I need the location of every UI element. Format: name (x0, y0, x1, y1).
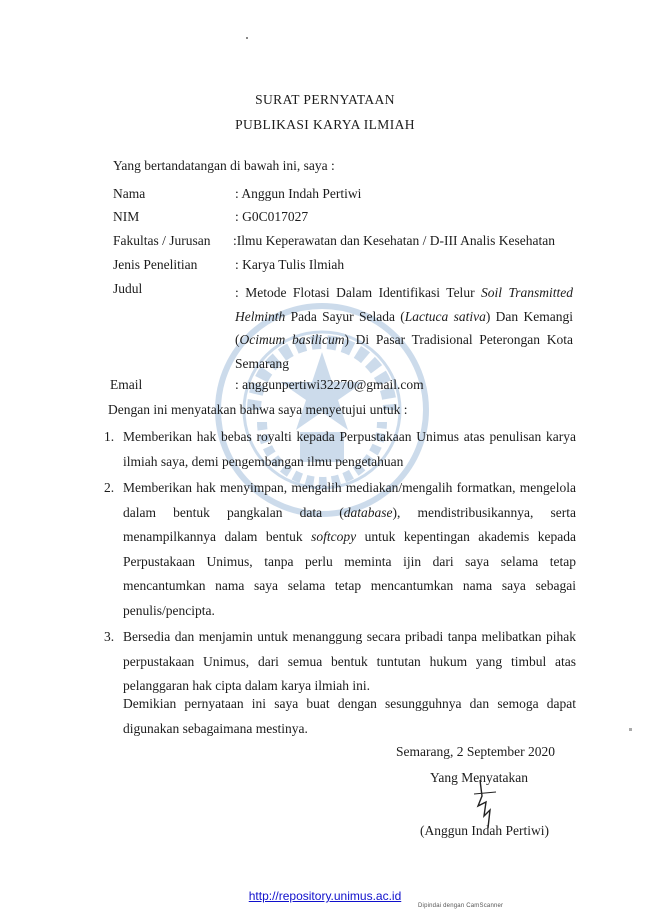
field-value: : Karya Tulis Ilmiah (235, 257, 345, 272)
judul-text: ) Dan Kemangi ( (235, 308, 573, 347)
field-label: Nama (113, 186, 146, 201)
judul-text: Pada Sayur Selada ( (285, 308, 405, 324)
list-text: ), mendistribusikannya, serta menampilkannya dalam bentuk (123, 504, 576, 544)
field-label: Judul (113, 281, 143, 296)
list-number: 3. (104, 629, 115, 644)
document-subtitle: PUBLIKASI KARYA ILMIAH (235, 117, 415, 132)
email-value: : anggunpertiwi32270@gmail.com (235, 377, 424, 392)
signatory-name: (Anggun Indah Pertiwi) (420, 823, 549, 838)
list-item (104, 425, 576, 474)
document-title: SURAT PERNYATAAN (255, 92, 395, 107)
field-value: :Ilmu Keperawatan dan Kesehatan / D-III Analis Kesehatan (233, 233, 555, 248)
judul-suffix: ) Di Pasar Tradisional Peterongan Kota Semarang (235, 332, 573, 371)
field-label: Email (110, 377, 143, 392)
list-text: Memberikan hak bebas royalti kepada Perpustakaan Unimus atas penulisan karya ilmiah saya, demi pengembangan ilmu pengetahuan (123, 429, 576, 469)
intro-text: Yang bertandatangan di bawah ini, saya : (113, 158, 335, 173)
list-italic-term: database (343, 504, 393, 520)
place-date: Semarang, 2 September 2020 (396, 744, 555, 759)
judul-italic-term: Ocimum basilicum (239, 332, 345, 347)
closing-paragraph: Demikian pernyataan ini saya buat dengan sesungguhnya dan semoga dapat digunakan sebagaimana mestinya. (123, 696, 576, 736)
repository-link[interactable]: http://repository.unimus.ac.id (248, 889, 402, 903)
list-item (104, 476, 576, 623)
scan-speck (246, 37, 248, 39)
list-text: Memberikan hak menyimpan, mengalih mediakan/mengalih formatkan, mengelola dalam bentuk pangkalan data ( (123, 480, 576, 520)
list-italic-term: softcopy (311, 529, 357, 544)
list-number: 1. (104, 429, 115, 444)
scanner-note: Dipindai dengan CamScanner (418, 903, 504, 909)
field-value: : Anggun Indah Pertiwi (235, 186, 362, 201)
scan-speck (629, 728, 632, 731)
list-text: untuk kepentingan akademis kepada Perpustakaan Unimus, tanpa perlu meminta ijin dari saya selama tetap mencantumkan nama saya selama tetap mencantumkan nama saya sebagai penulis/pencipta. (123, 529, 576, 618)
field-value: : G0C017027 (235, 209, 309, 224)
signatory-role: Yang Menyatakan (430, 770, 528, 785)
agreement-list (104, 425, 576, 699)
statement-text: Dengan ini menyatakan bahwa saya menyetujui untuk : (108, 402, 408, 417)
judul-value (235, 281, 573, 375)
list-text: Bersedia dan menjamin untuk menanggung secara pribadi tanpa melibatkan pihak perpustakaan Unimus, dari semua bentuk tuntutan hukum yang timbul atas pelanggaran hak cipta dalam karya ilmiah ini. (123, 629, 576, 693)
judul-prefix: : Metode Flotasi Dalam Identifikasi Telur (235, 285, 482, 300)
list-number: 2. (104, 480, 115, 495)
field-label: Jenis Penelitian (113, 257, 198, 272)
judul-italic-term: Lactuca sativa (404, 308, 486, 324)
field-label: Fakultas / Jurusan (113, 233, 211, 248)
judul-italic-term: Soil Transmitted Helminth (235, 285, 574, 324)
list-item (104, 625, 576, 699)
field-label: NIM (113, 209, 140, 224)
